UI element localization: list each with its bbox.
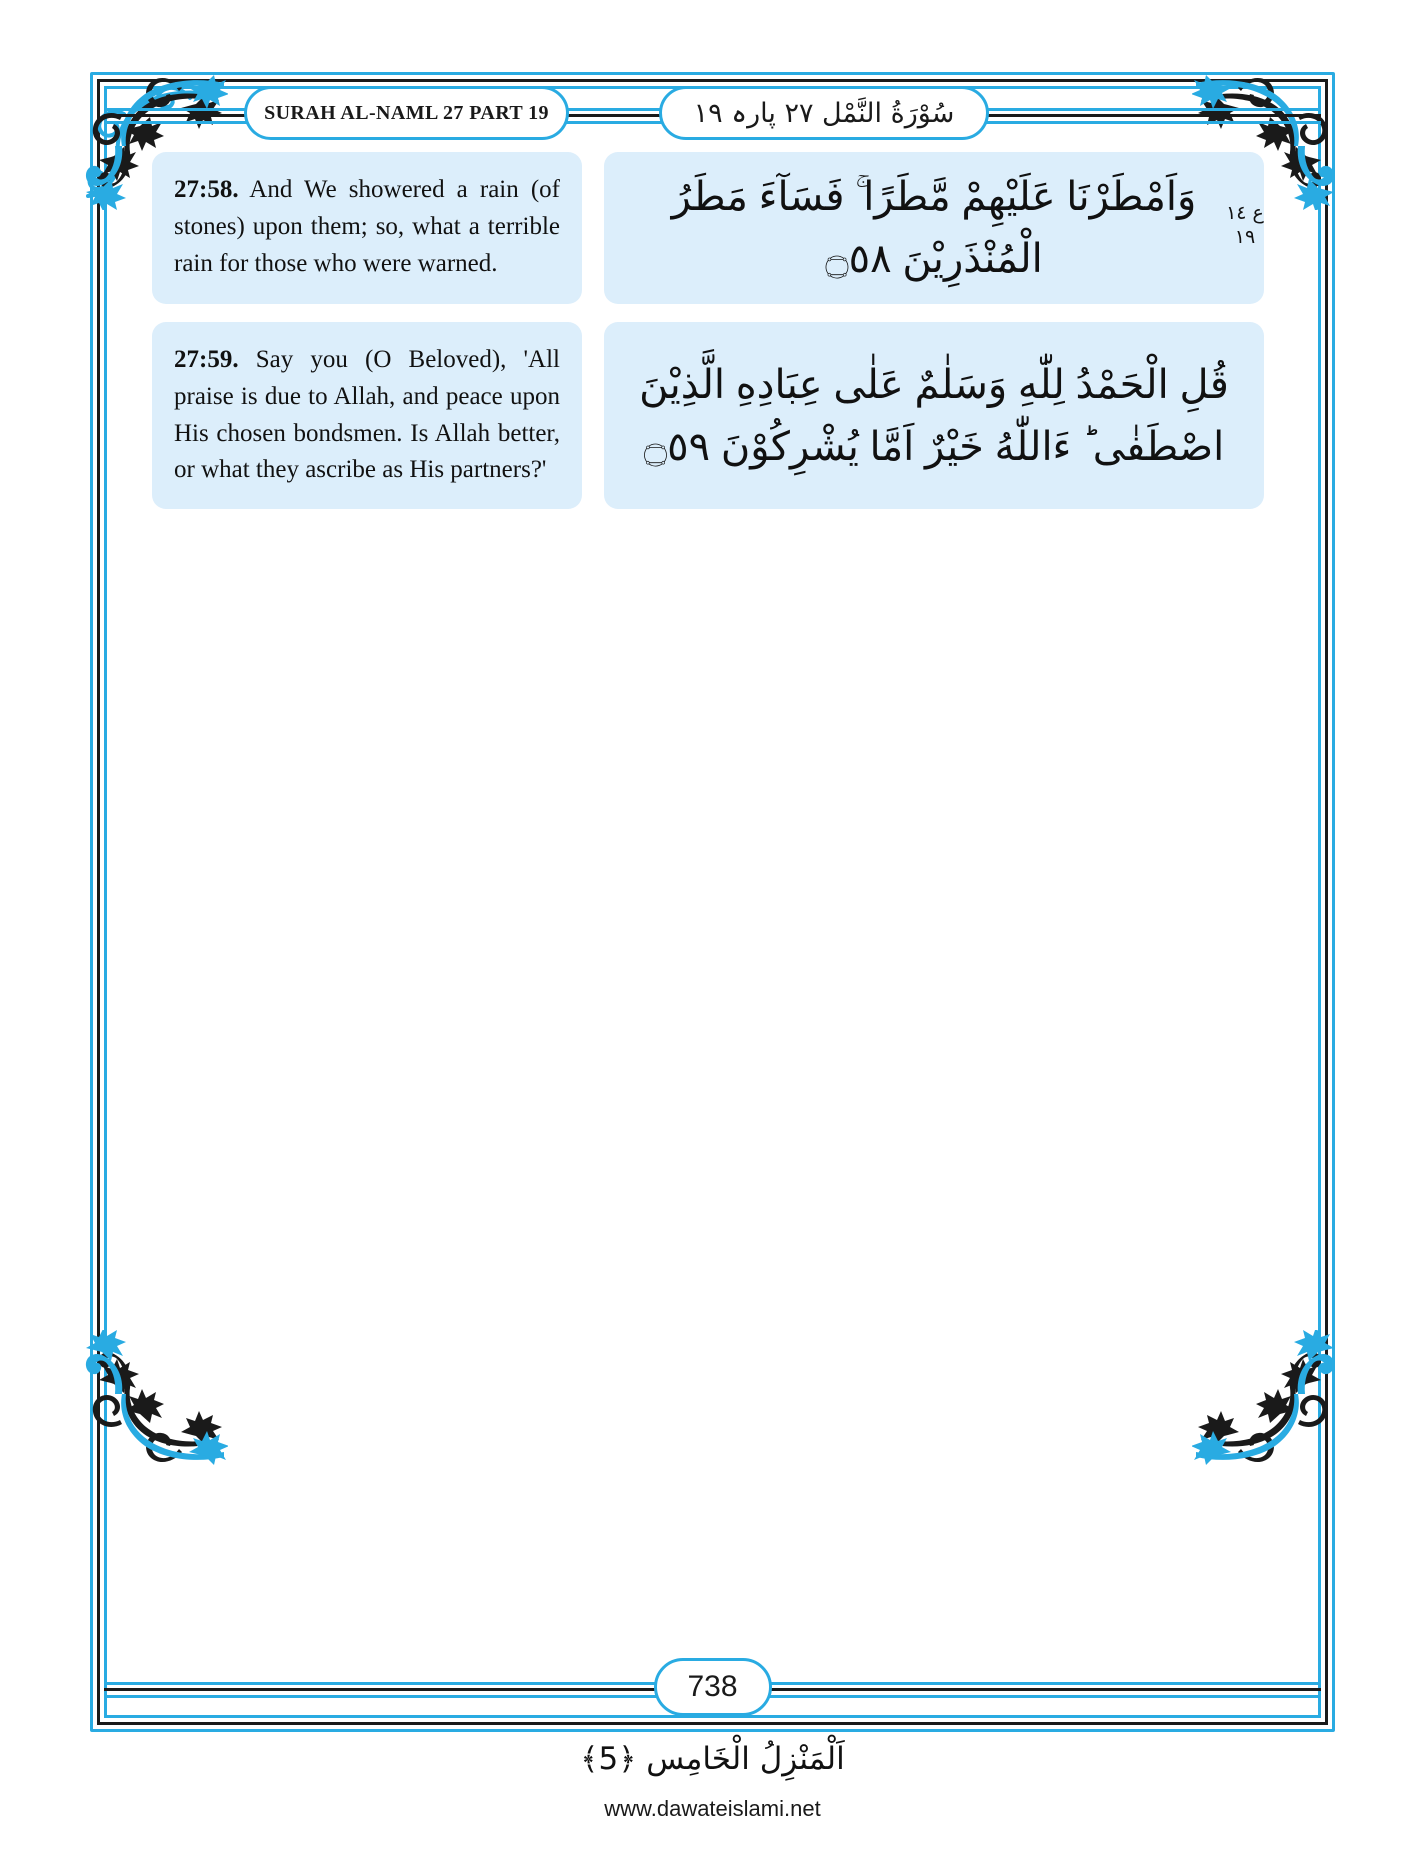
verse-arabic-block [604,152,1264,304]
surah-title-english-pill [244,86,569,140]
verse-arabic-text: قُلِ الْحَمْدُ لِلّٰهِ وَسَلٰمٌ عَلٰى عِبَادِهِ الَّذِيْنَ اصْطَفٰى ؕ ءَاللّٰهُ خَيْرٌ اَمَّا يُشْرِكُوْنَ ۝٥٩ [639,361,1229,470]
surah-title-arabic: سُوْرَةُ النَّمْل ٢٧ پارہ ١٩ [693,97,955,129]
page-number-pill [654,1658,772,1716]
manzil-label: اَلْمَنْزِلُ الْخَامِس ﴿5﴾ [580,1741,845,1777]
page-number: 738 [687,1670,738,1703]
verse-translation-block [152,152,582,304]
verse-arabic-text: وَاَمْطَرْنَا عَلَيْهِمْ مَّطَرًا ۚ فَسَآءَ مَطَرُ الْمُنْذَرِيْنَ ۝٥٨ [671,174,1197,282]
verse-translation-body: Say you (O Beloved), 'All praise is due to Allah, and peace upon His chosen bondsmen. Is Allah better, or what they ascribe as His partners?' [174,346,560,484]
verse-translation-text [174,172,560,282]
verse-list [152,152,1264,527]
verse-translation-body: And We showered a rain (of stones) upon them; so, what a terrible rain for those who were warned. [174,176,560,277]
verse-arabic-block [604,322,1264,509]
verse-row [152,152,1264,304]
website-url: www.dawateislami.net [604,1796,821,1821]
verse-number: 27:59. [174,346,239,373]
verse-translation-text [174,342,560,489]
page-footer [104,1660,1321,1722]
page-header [104,86,1321,148]
verse-row [152,322,1264,509]
surah-title-arabic-pill [659,86,989,140]
verse-number: 27:58. [174,176,239,203]
surah-title-english: SURAH AL-NAML 27 PART 19 [264,101,549,124]
verse-translation-block [152,322,582,509]
ruku-side-marker: ع ١٤ ١٩ [1226,202,1264,248]
